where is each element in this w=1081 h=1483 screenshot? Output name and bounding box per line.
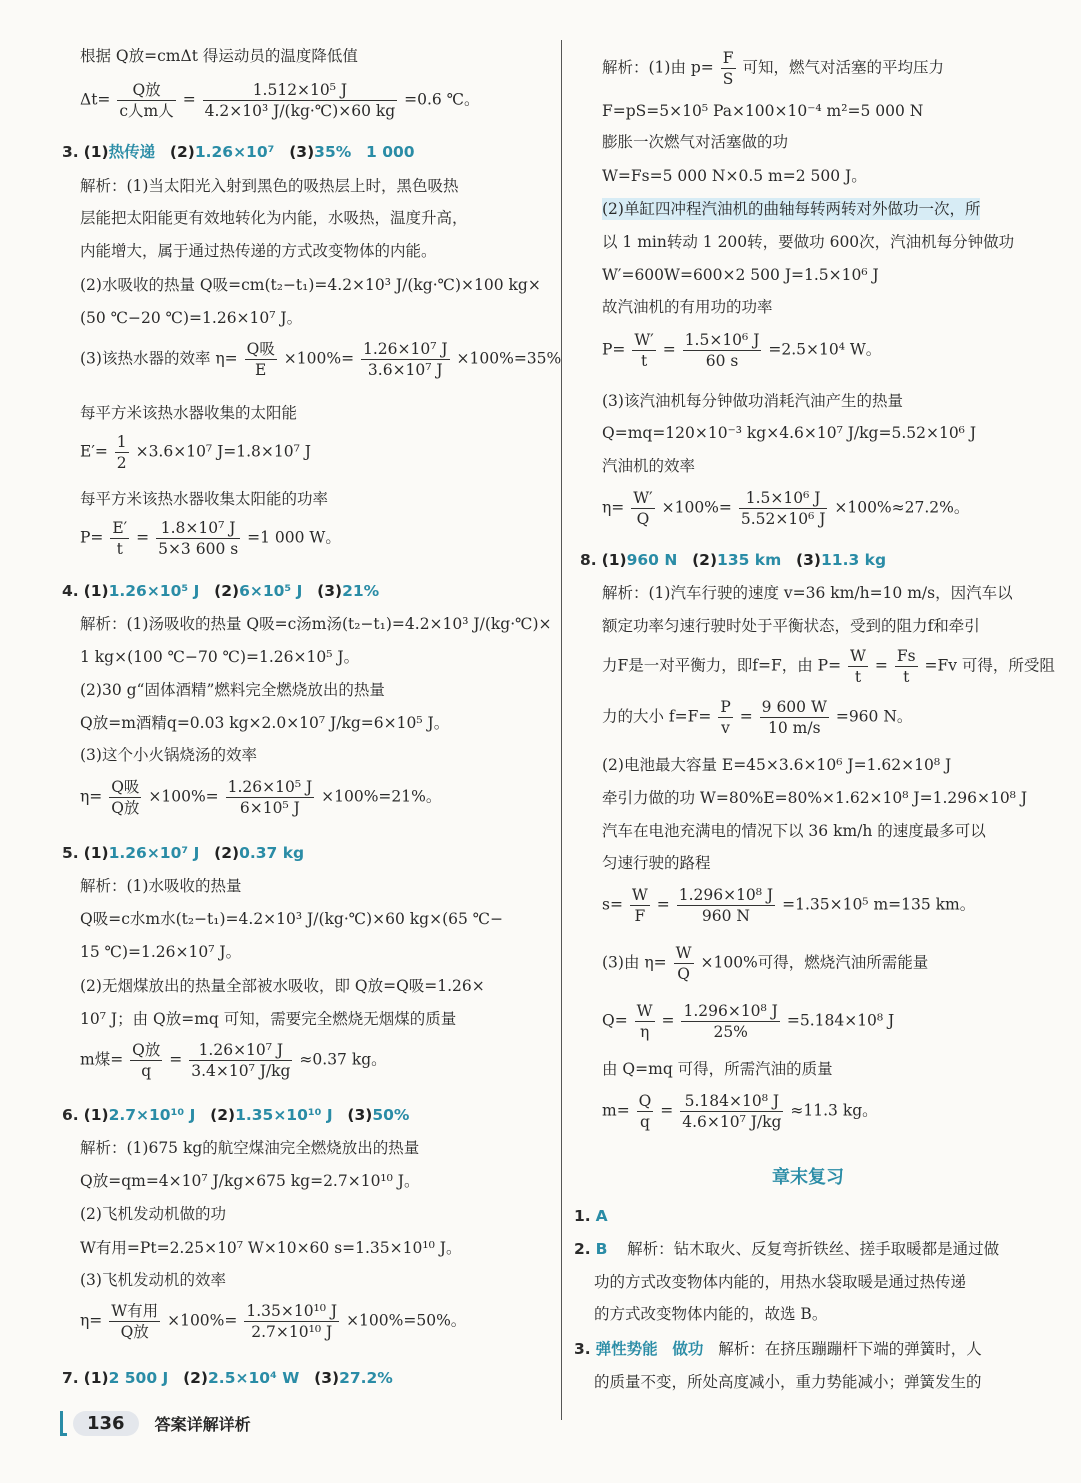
formula-line: 力F是一对平衡力，即f=F，由 P= $\frac{W}{t}$ = $\frac{Fs}{t}$ =Fv 可得，所受阻: [602, 647, 1055, 686]
answer-line-q5: 5. (1)1.26×10⁷ J (2)0.37 kg: [62, 844, 305, 862]
text-line: 的质量不变，所处高度减小，重力势能减小；弹簧发生的: [594, 1373, 982, 1391]
formula-line: m= $\frac{Q}{q}$ = $\frac{\text{5.184×10⁸ J}}{\text{4.6×10⁷ J/kg}}$ ≈11.3 kg。: [602, 1092, 878, 1131]
answer-line-c3: 3. 弹性势能 做功 解析：在挤压蹦蹦杆下端的弹簧时，人: [574, 1340, 982, 1358]
formula-line: (3)该热水器的效率 η= $\frac{\text{Q吸}}{E}$ ×100%= $\frac{\text{1.26×10⁷ J}}{\text{3.6×10⁷ J}}$ ×100%=35%: [80, 340, 562, 379]
text-line: 15 ℃)=1.26×10⁷ J。: [80, 943, 242, 961]
text-line: W有用=Pt=2.25×10⁷ W×10×60 s=1.35×10¹⁰ J。: [80, 1239, 462, 1257]
text-line: 由 Q=mq 可得，所需汽油的质量: [602, 1060, 833, 1078]
text-line: Q吸=c水m水(t₂−t₁)=4.2×10³ J/(kg·℃)×60 kg×(65 ℃−: [80, 910, 504, 928]
formula-line: P= $\frac{W'}{t}$ = $\frac{\text{1.5×10⁶ J}}{60 s}$ =2.5×10⁴ W。: [602, 331, 882, 370]
text-line: W=Fs=5 000 N×0.5 m=2 500 J。: [602, 167, 867, 185]
text-line: (3)飞机发动机的效率: [80, 1271, 226, 1289]
text-line: 解析：(1)675 kg的航空煤油完全燃烧放出的热量: [80, 1139, 420, 1157]
text-line: 功的方式改变物体内能的，用热水袋取暖是通过热传递: [594, 1273, 967, 1291]
formula-line: m煤= $\frac{\text{Q放}}{q}$ = $\frac{\text{1.26×10⁷ J}}{\text{3.4×10⁷ J/kg}}$ ≈0.37 kg。: [80, 1041, 387, 1080]
text-line: 额定功率匀速行驶时处于平衡状态，受到的阻力f和牵引: [602, 617, 980, 635]
formula-line: η= $\frac{\text{W有用}}{\text{Q放}}$ ×100%= $\frac{\text{1.35×10¹⁰ J}}{\text{2.7×10¹⁰ J}}$ ×100%=50%。: [80, 1302, 467, 1341]
answer-line-q3: 3. (1)热传递 (2)1.26×10⁷ (3)35% 1 000: [62, 143, 415, 161]
answer-line-q7: 7. (1)2 500 J (2)2.5×10⁴ W (3)27.2%: [62, 1369, 393, 1387]
text-line: 1 kg×(100 ℃−70 ℃)=1.26×10⁵ J。: [80, 648, 360, 666]
text-line: Q=mq=120×10⁻³ kg×4.6×10⁷ J/kg=5.52×10⁶ J: [602, 424, 977, 442]
text-line: 解析：(1)水吸收的热量: [80, 877, 242, 895]
text-line: (2)30 g“固体酒精”燃料完全燃烧放出的热量: [80, 681, 385, 699]
text-line: Q放=m酒精q=0.03 kg×2.0×10⁷ J/kg=6×10⁵ J。: [80, 714, 450, 732]
text-line: 内能增大，属于通过热传递的方式改变物体的内能。: [80, 242, 437, 260]
text-line: 汽车在电池充满电的情况下以 36 km/h 的速度最多可以: [602, 822, 986, 840]
text-line: 根据 Q放=cmΔt 得运动员的温度降低值: [80, 47, 358, 65]
text-line: F=pS=5×10⁵ Pa×100×10⁻⁴ m²=5 000 N: [602, 102, 924, 120]
section-heading: 章末复习: [772, 1167, 844, 1188]
text-line: Q放=qm=4×10⁷ J/kg×675 kg=2.7×10¹⁰ J。: [80, 1172, 420, 1190]
text-line: 牵引力做的功 W=80%E=80%×1.62×10⁸ J=1.296×10⁸ J: [602, 789, 1028, 807]
text-line: (2)电池最大容量 E=45×3.6×10⁶ J=1.62×10⁸ J: [602, 756, 952, 774]
formula-line: 力的大小 f=F= $\frac{P}{v}$ = $\frac{9 600 W}{10 m/s}$ =960 N。: [602, 698, 913, 737]
text-line: (2)无烟煤放出的热量全部被水吸收，即 Q放=Q吸=1.26×: [80, 977, 485, 995]
formula-line: P= $\frac{E'}{t}$ = $\frac{\text{1.8×10⁷ J}}{5\times 3 600 s}$ =1 000 W。: [80, 519, 341, 558]
text-line: 层能把太阳能更有效地转化为内能，水吸热，温度升高，: [80, 209, 468, 227]
corner-bracket-icon: [60, 1411, 67, 1436]
answer-line-c2: 2. B 解析：钻木取火、反复弯折铁丝、搓手取暖都是通过做: [574, 1240, 1000, 1258]
text-line: (2)水吸收的热量 Q吸=cm(t₂−t₁)=4.2×10³ J/(kg·℃)×100 kg×: [80, 276, 541, 294]
text-line: (3)这个小火锅烧汤的效率: [80, 746, 257, 764]
text-line: 膨胀一次燃气对活塞做的功: [602, 133, 789, 151]
formula-line: (3)由 η= $\frac{W}{Q}$ ×100%可得，燃烧汽油所需能量: [602, 944, 929, 983]
formula-line: E′= $\frac{1}{2}$ ×3.6×10⁷ J=1.8×10⁷ J: [80, 433, 311, 472]
text-line: 10⁷ J；由 Q放=mq 可知，需要完全燃烧无烟煤的质量: [80, 1010, 457, 1028]
formula-line: η= $\frac{W'}{Q}$ ×100%= $\frac{\text{1.5×10⁶ J}}{\text{5.52×10⁶ J}}$ ×100%≈27.2%。: [602, 489, 970, 528]
formula-line: Q= $\frac{W}{\eta}$ = $\frac{\text{1.296×10⁸ J}}{25\%}$ =5.184×10⁸ J: [602, 1002, 895, 1041]
text-line: 每平方米该热水器收集的太阳能: [80, 404, 298, 422]
text-line: (2)单缸四冲程汽油机的曲轴每转两转对外做功一次，所: [602, 200, 981, 218]
answer-line-q4: 4. (1)1.26×10⁵ J (2)6×10⁵ J (3)21%: [62, 582, 380, 600]
formula-line: Δt= $\frac{\text{Q放}}{\text{c人m人}}$ = $\frac{\text{1.512×10⁵ J}}{\text{4.2×10³ J/(kg·℃)×60 kg}}$ =0.6 ℃。: [80, 81, 480, 120]
text-line: 汽油机的效率: [602, 457, 696, 475]
formula-line: 解析：(1)由 p= $\frac{F}{S}$ 可知，燃气对活塞的平均压力: [602, 49, 944, 88]
text-line: 解析：(1)汽车行驶的速度 v=36 km/h=10 m/s，因汽车以: [602, 584, 1013, 602]
formula-line: s= $\frac{W}{F}$ = $\frac{\text{1.296×10⁸ J}}{960 N}$ =1.35×10⁵ m=135 km。: [602, 886, 976, 925]
answer-line-q6: 6. (1)2.7×10¹⁰ J (2)1.35×10¹⁰ J (3)50%: [62, 1106, 410, 1124]
text-line: 每平方米该热水器收集太阳能的功率: [80, 490, 329, 508]
page-footer: [60, 1408, 251, 1438]
formula-line: η= $\frac{\text{Q吸}}{\text{Q放}}$ ×100%= $\frac{\text{1.26×10⁵ J}}{\text{6×10⁵ J}}$ ×100%=21%。: [80, 778, 442, 817]
text-line: 解析：(1)当太阳光入射到黑色的吸热层上时，黑色吸热: [80, 177, 459, 195]
text-line: W′=600W=600×2 500 J=1.5×10⁶ J: [602, 266, 879, 284]
text-line: (50 ℃−20 ℃)=1.26×10⁷ J。: [80, 309, 303, 327]
answer-line-q8: 8. (1)960 N (2)135 km (3)11.3 kg: [580, 551, 887, 569]
text-line: (2)飞机发动机做的功: [80, 1205, 226, 1223]
text-line: 的方式改变物体内能的，故选 B。: [594, 1305, 828, 1323]
text-line: 故汽油机的有用功的功率: [602, 298, 773, 316]
text-line: 以 1 min转动 1 200转，要做功 600次，汽油机每分钟做功: [602, 233, 1015, 251]
answer-line-c1: 1. A: [574, 1207, 608, 1225]
text-line: 匀速行驶的路程: [602, 854, 711, 872]
text-line: 解析：(1)汤吸收的热量 Q吸=c汤m汤(t₂−t₁)=4.2×10³ J/(kg·℃)×: [80, 615, 552, 633]
column-divider: [561, 40, 562, 1420]
footer-title: 答案详解详析: [154, 1414, 251, 1434]
text-line: (3)该汽油机每分钟做功消耗汽油产生的热量: [602, 392, 903, 410]
page-number: 136: [73, 1411, 139, 1436]
